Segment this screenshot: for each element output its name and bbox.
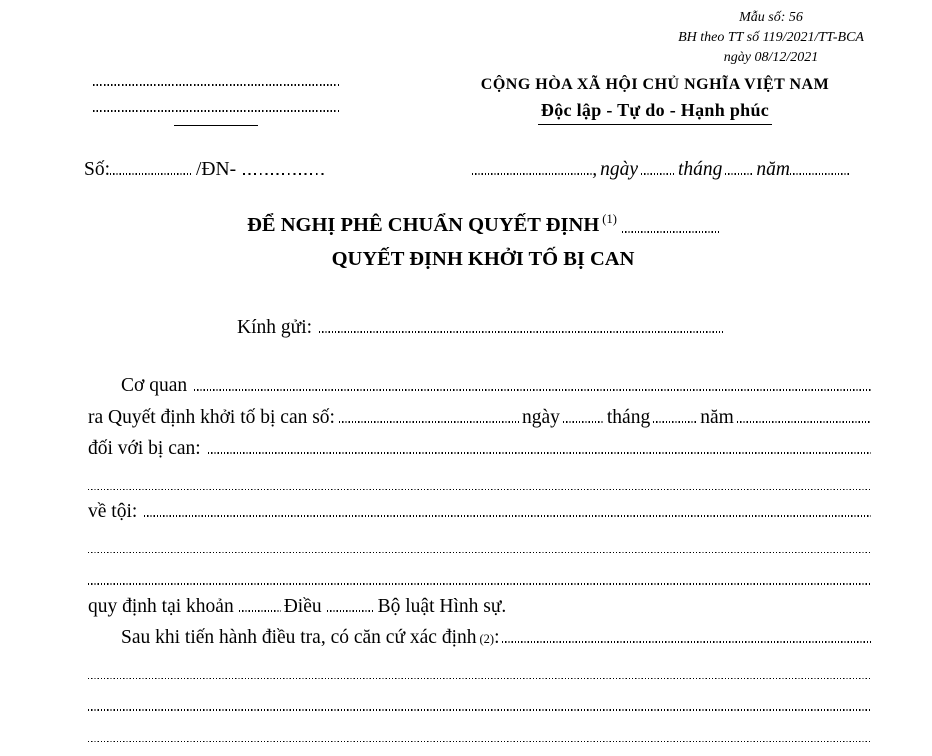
agency-unit-field[interactable] <box>93 110 339 112</box>
date-month-field[interactable] <box>725 173 753 175</box>
recipient-label: Kính gửi: <box>237 317 313 338</box>
decision-number-field[interactable] <box>339 421 519 423</box>
date-year-field[interactable] <box>790 173 850 175</box>
suspect-lead-label: đối với bị can: <box>88 438 201 459</box>
article-label: Điều <box>283 595 322 617</box>
recipient-line <box>237 314 723 341</box>
document-number-group <box>84 154 327 186</box>
title-line-1 <box>34 209 932 243</box>
agency-lead-label: Cơ quan <box>121 375 188 396</box>
place-date-group <box>472 154 850 186</box>
suspect-field[interactable] <box>208 452 871 454</box>
blank-line[interactable] <box>88 465 871 497</box>
footnote-ref-1: (1) <box>602 212 617 227</box>
agency-fill-field[interactable] <box>194 389 871 391</box>
place-field[interactable] <box>472 173 592 175</box>
investigation-lead-label: Sau khi tiến hành điều tra, có căn cứ xác định <box>121 627 477 648</box>
code-name-label: Bộ luật Hình sự. <box>377 595 507 617</box>
offense-line <box>88 496 871 528</box>
number-label: Số: <box>84 159 111 180</box>
number-field[interactable] <box>110 173 193 175</box>
form-body <box>88 370 871 748</box>
form-issue-date: ngày 08/12/2021 <box>723 50 819 65</box>
document-title <box>0 209 932 276</box>
offense-lead-label: về tội: <box>88 501 138 522</box>
title-line-1-text: ĐỂ NGHỊ PHÊ CHUẨN QUYẾT ĐỊNH <box>247 214 600 236</box>
date-day-field[interactable] <box>641 173 675 175</box>
decision-month-field[interactable] <box>653 421 697 423</box>
number-suffix: /ĐN- <box>196 159 237 180</box>
investigation-colon: : <box>494 627 500 648</box>
title-decision-field[interactable] <box>622 231 719 233</box>
blank-line[interactable] <box>88 717 871 749</box>
article-number-field[interactable] <box>327 610 375 612</box>
title-line-2: QUYẾT ĐỊNH KHỞI TỐ BỊ CAN <box>331 247 635 270</box>
blank-line[interactable] <box>88 559 871 591</box>
date-year-label: năm <box>756 159 790 180</box>
agency-name-field[interactable] <box>93 84 339 86</box>
investigation-field[interactable] <box>502 641 872 643</box>
recipient-field[interactable] <box>319 331 723 333</box>
form-issuance: BH theo TT số 119/2021/TT-BCA <box>678 30 864 45</box>
decision-number-line <box>88 402 871 434</box>
form-number: Mẫu số: 56 <box>739 10 803 25</box>
national-motto: Độc lập - Tự do - Hạnh phúc <box>538 100 772 125</box>
number-date-line <box>84 154 850 186</box>
decision-year-label: năm <box>700 406 734 428</box>
national-header <box>420 74 890 125</box>
decision-day-label: ngày <box>521 406 560 428</box>
date-month-label: tháng <box>677 159 723 180</box>
form-meta-block <box>678 8 864 68</box>
decision-lead-label: ra Quyết định khởi tố bị can số: <box>88 406 335 428</box>
country-title: CỘNG HÒA XÃ HỘI CHỦ NGHĨA VIỆT NAM <box>480 76 830 93</box>
decision-day-field[interactable] <box>563 421 604 423</box>
offense-field[interactable] <box>144 515 871 517</box>
blank-line[interactable] <box>88 685 871 717</box>
clause-lead-label: quy định tại khoản <box>88 595 234 617</box>
agency-line <box>88 370 871 402</box>
decision-year-field[interactable] <box>737 421 871 423</box>
investigation-line: Sau khi tiến hành điều tra, có căn cứ xác định (2) : <box>88 622 871 654</box>
blank-line[interactable] <box>88 654 871 686</box>
legal-clause-line <box>88 591 871 623</box>
clause-number-field[interactable] <box>239 610 281 612</box>
decision-month-label: tháng <box>606 406 651 428</box>
agency-divider-rule <box>174 125 258 126</box>
issuing-agency-block <box>93 84 339 126</box>
date-comma: , <box>592 159 598 180</box>
suspect-line <box>88 433 871 465</box>
blank-line[interactable] <box>88 528 871 560</box>
date-day-label: ngày <box>600 159 638 180</box>
number-suffix-field[interactable] <box>243 173 327 175</box>
